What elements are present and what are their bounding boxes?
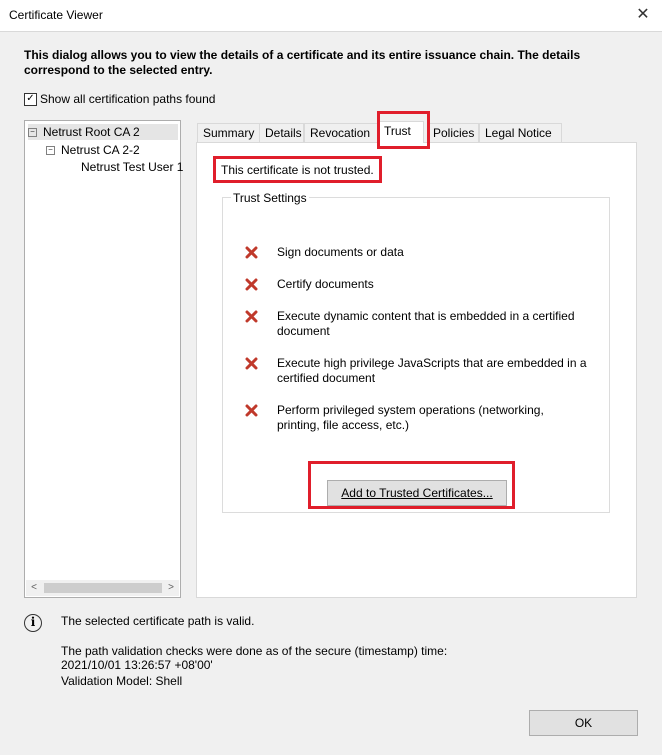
tab-summary[interactable]: Summary xyxy=(197,123,260,142)
collapse-icon[interactable]: − xyxy=(46,146,55,155)
tree-item-label: Netrust CA 2-2 xyxy=(61,143,140,157)
horizontal-scrollbar[interactable] xyxy=(26,580,179,596)
x-icon xyxy=(244,277,259,292)
add-to-trusted-label: Add to Trusted Certificates... xyxy=(341,486,493,500)
x-icon xyxy=(244,245,259,260)
certificate-path-tree[interactable] xyxy=(24,120,184,598)
trust-panel xyxy=(196,142,637,598)
validation-time-text: The path validation checks were done as of the secure (timestamp) time: xyxy=(61,644,448,658)
validation-model-text: Validation Model: Shell xyxy=(61,674,183,688)
info-icon: i xyxy=(24,614,42,632)
trust-status-text: This certificate is not trusted. xyxy=(221,163,374,177)
trust-item-label: Certify documents xyxy=(277,277,374,291)
show-all-paths-checkbox[interactable] xyxy=(24,92,215,106)
collapse-icon[interactable]: − xyxy=(28,128,37,137)
group-label: Trust Settings xyxy=(233,191,307,205)
trust-item-label: Perform privileged system operations (networking, printing, file access, etc.) xyxy=(277,403,544,432)
scrollbar-thumb[interactable] xyxy=(44,583,162,593)
tree-item-label: Netrust Root CA 2 xyxy=(43,125,140,139)
tab-trust[interactable]: Trust xyxy=(378,121,424,143)
scroll-left-icon[interactable]: < xyxy=(31,582,37,593)
x-icon xyxy=(244,309,259,324)
checkbox-icon[interactable]: ✓ xyxy=(24,93,37,106)
close-icon[interactable]: ✕ xyxy=(636,6,650,23)
show-all-paths-label: Show all certification paths found xyxy=(40,92,216,106)
trust-item-label: Sign documents or data xyxy=(277,245,404,259)
scroll-right-icon[interactable]: > xyxy=(168,582,174,593)
tree-item-root[interactable] xyxy=(28,124,178,140)
trust-item xyxy=(244,245,587,260)
path-valid-text: The selected certificate path is valid. xyxy=(61,614,255,628)
dialog-description: This dialog allows you to view the details of a certificate and its entire issuance chain. The details correspond to the selected entry. xyxy=(24,48,581,77)
x-icon xyxy=(244,403,259,418)
tree-item-label: Netrust Test User 1 xyxy=(81,160,184,174)
trust-item xyxy=(244,403,587,433)
trust-item xyxy=(244,356,587,386)
trust-item-label: Execute dynamic content that is embedded in a certified document xyxy=(277,309,575,338)
ok-button[interactable]: OK xyxy=(529,710,638,736)
window-title: Certificate Viewer xyxy=(9,8,103,22)
trust-settings-group xyxy=(222,191,610,513)
tab-details[interactable]: Details xyxy=(259,123,304,142)
trust-item-label: Execute high privilege JavaScripts that are embedded in a certified document xyxy=(277,356,587,385)
trust-item xyxy=(244,277,587,292)
timestamp-text: 2021/10/01 13:26:57 +08'00' xyxy=(61,658,213,672)
tab-policies[interactable]: Policies xyxy=(427,123,479,142)
tab-revocation[interactable]: Revocation xyxy=(304,123,380,142)
title-bar xyxy=(0,0,662,32)
trust-item xyxy=(244,309,587,339)
add-to-trusted-button[interactable] xyxy=(327,480,507,506)
tree-item-leaf[interactable] xyxy=(81,159,183,175)
x-icon xyxy=(244,356,259,371)
tab-legal-notice[interactable]: Legal Notice xyxy=(479,123,562,142)
tree-item-intermediate[interactable] xyxy=(46,142,140,158)
